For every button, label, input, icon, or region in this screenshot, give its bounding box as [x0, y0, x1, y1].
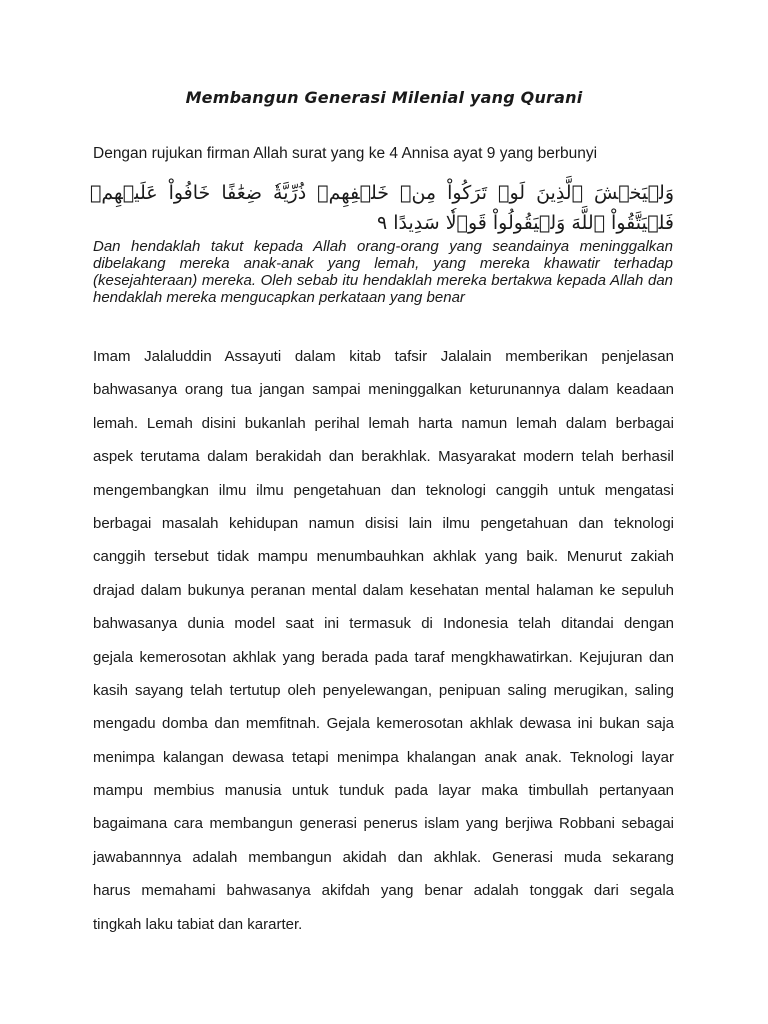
- paragraph-line: Imam Jalaluddin Assayuti dalam kitab tafsir Jalalain memberikan penjelasan: [93, 348, 674, 365]
- paragraph-line: canggih tersebut tidak mampu menumbauhkan akhlak yang baik. Menurut zakiah: [93, 548, 674, 566]
- paragraph-line: menimpa kalangan dewasa tetapi menimpa khalangan anak anak. Teknologi layar: [93, 748, 674, 766]
- paragraph-line: mengembangkan ilmu ilmu pengetahuan dan teknologi canggih untuk mengatasi: [93, 481, 674, 499]
- paragraph-line: berbagai masalah kehidupan namun disisi lain ilmu pengetahuan dan teknologi: [93, 514, 674, 532]
- verse-translation: Dan hendaklah takut kepada Allah orang-orang yang seandainya meninggalkan dibelakang mereka anak-anak yang lemah, yang mereka khawatir terhadap (kesejahteraan) mereka. Oleh sebab itu hendaklah mereka bertakwa kepada Allah dan hendaklah mereka mengucapkan perkataan yang benar: [93, 238, 673, 306]
- paragraph-line: mampu membius manusia untuk tunduk pada layar maka timbullah pertanyaan: [93, 782, 674, 800]
- paragraph-line: drajad dalam bukunya peranan mental dalam kesehatan mental halaman ke sepuluh: [93, 581, 674, 599]
- document-title: Membangun Generasi Milenial yang Qurani: [185, 88, 583, 107]
- paragraph-line: mengadu domba dan memfitnah. Gejala kemerosotan akhlak dewasa ini bukan saja: [93, 715, 674, 733]
- body-paragraph: [93, 346, 674, 947]
- paragraph-line: bagaimana cara membangun generasi penerus islam yang berjiwa Robbani sebagai: [93, 815, 674, 833]
- paragraph-line: harus memahami bahwasanya akifdah yang benar adalah tonggak dari segala: [93, 882, 674, 900]
- paragraph-line: tingkah laku tabiat dan kararter.: [93, 915, 303, 933]
- paragraph-line: bahwasanya orang tua jangan sampai meninggalkan keturunannya dalam keadaan: [93, 381, 674, 399]
- intro-sentence: Dengan rujukan firman Allah surat yang ke 4 Annisa ayat 9 yang berbunyi: [93, 145, 598, 162]
- paragraph-line: aspek terutama dalam berakidah dan berakhlak. Masyarakat modern telah berhasil: [93, 448, 674, 466]
- arabic-verse: وَلۡيَخۡشَ ٱلَّذِينَ لَوۡ تَرَكُواْ مِنۡ خَلۡفِهِمۡ ذُرِّيَّةٗ ضِعَٰفًا خَافُواْ عَلَيۡهِمۡ فَلۡيَتَّقُواْ ٱللَّهَ وَلۡيَقُولُواْ قَوۡلٗا سَدِيدًا ٩: [90, 182, 674, 234]
- paragraph-line: bahwasanya dunia model saat ini termasuk di Indonesia telah ditandai dengan: [93, 615, 674, 633]
- paragraph-line: kasih sayang telah tertutup oleh penyelewangan, penipuan saling merugikan, saling: [93, 681, 674, 699]
- paragraph-line: gejala kemerosotan akhlak yang berada pada taraf mengkhawatirkan. Kejujuran dan: [93, 648, 674, 666]
- paragraph-line: jawabannnya adalah membangun akidah dan akhlak. Generasi muda sekarang: [93, 848, 674, 866]
- paragraph-line: lemah. Lemah disini bukanlah perihal lemah harta namun lemah dalam berbagai: [93, 414, 674, 432]
